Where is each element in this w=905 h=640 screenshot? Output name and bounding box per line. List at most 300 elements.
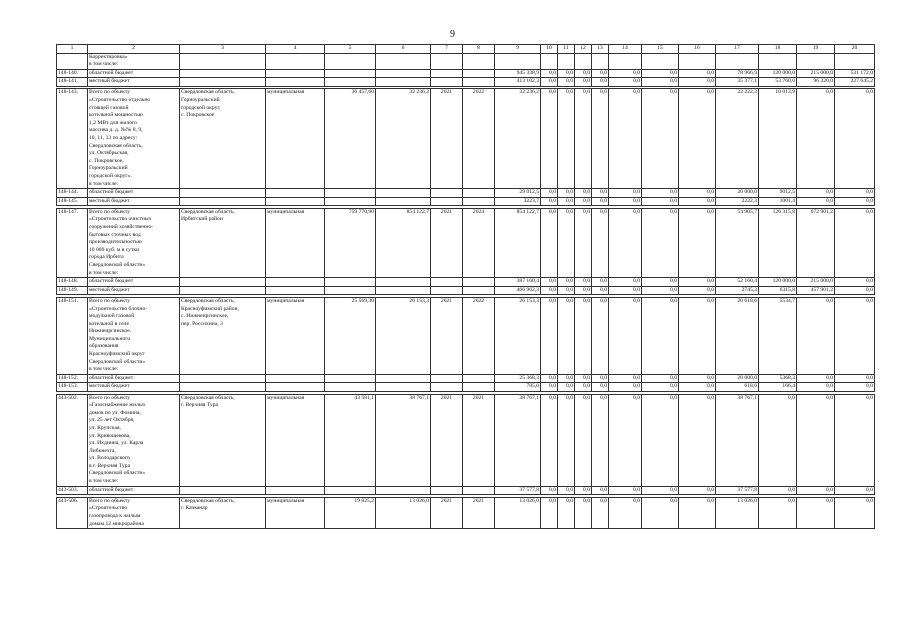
cell-c9: 26 153,3 — [495, 297, 541, 374]
cell-c14: 0,0 — [609, 69, 642, 78]
cell-c10: 0,0 — [541, 383, 558, 392]
ownership-type: муниципальная — [266, 297, 325, 374]
ownership-type: муниципальная — [266, 89, 325, 189]
cell-c19: 457 901,2 — [797, 286, 835, 295]
column-header-7: 7 — [431, 45, 463, 54]
cell-c17: 2222,3 — [716, 197, 759, 206]
object-description-line: стоящей газовой — [89, 104, 129, 111]
cell-c10: 0,0 — [541, 78, 558, 87]
cell-c12: 0,0 — [575, 374, 592, 383]
row-code: 148-149. — [57, 286, 88, 295]
cell-c15: 0,0 — [642, 383, 679, 392]
cell-c18: 0,0 — [759, 394, 797, 486]
cell-c20: 0,0 — [835, 394, 875, 486]
column-header-1: 1 — [57, 45, 88, 54]
cell-c17: 52 160,4 — [716, 278, 759, 287]
cell-c15: 0,0 — [642, 497, 679, 528]
object-description-line: сооружений хозяйственно- — [89, 224, 153, 231]
cell-c11: 0,0 — [558, 383, 575, 392]
cell-c9: 854 122,7 — [495, 208, 541, 277]
ownership-type — [266, 69, 325, 78]
cell-c17: 20 618,6 — [716, 297, 759, 374]
cell-c13: 0,0 — [592, 286, 609, 295]
cell-c12: 0,0 — [575, 197, 592, 206]
cell-c18: 5368,3 — [759, 374, 797, 383]
column-header-13: 13 — [592, 45, 609, 54]
cell-c17: 54 905,7 — [716, 208, 759, 277]
cell-c10: 0,0 — [541, 208, 558, 277]
object-description — [88, 89, 180, 189]
cell-c9 — [495, 53, 541, 69]
cell-c20: 0,0 — [835, 297, 875, 374]
ownership-type — [266, 486, 325, 495]
cell-c20: 0,0 — [835, 383, 875, 392]
cell-c10: 0,0 — [541, 69, 558, 78]
cell-c14: 0,0 — [609, 278, 642, 287]
cell-c7: 2021 — [431, 394, 463, 486]
cell-c9: 945 338,9 — [495, 69, 541, 78]
cell-c18: 126 315,8 — [759, 208, 797, 277]
table-row — [57, 53, 875, 69]
cell-c5: 759 770,90 — [325, 208, 376, 277]
object-description-line: Либкнехта, — [89, 447, 116, 454]
cell-c5: 43 581,1 — [325, 394, 376, 486]
cell-c15: 0,0 — [642, 208, 679, 277]
object-description-line: ул. Ихднина, ул. Карла — [89, 440, 144, 447]
cell-c5: 36 457,60 — [325, 89, 376, 189]
budget-label: областной бюджет — [88, 69, 180, 78]
cell-c5 — [325, 69, 376, 78]
object-description-line: «Строительство отдельно — [89, 97, 151, 104]
cell-c14: 0,0 — [609, 497, 642, 528]
table-row — [57, 189, 875, 198]
cell-c19: 0,0 — [797, 497, 835, 528]
object-location — [180, 286, 266, 295]
cell-c8: 2021 — [463, 497, 495, 528]
column-header-6: 6 — [376, 45, 431, 54]
object-location — [180, 394, 266, 486]
object-location-line: Свердловская область, — [181, 89, 235, 96]
cell-c5 — [325, 278, 376, 287]
column-header-4: 4 — [266, 45, 325, 54]
budget-label: местный бюджет — [88, 197, 180, 206]
object-description-line: Всего по объекту — [89, 208, 130, 215]
cell-c15: 0,0 — [642, 89, 679, 189]
row-code: 148-153. — [57, 383, 88, 392]
object-description-line: модульной газовой — [89, 313, 135, 320]
cell-c17: 618,6 — [716, 383, 759, 392]
cell-c17: 20 000,0 — [716, 374, 759, 383]
cell-c13: 0,0 — [592, 208, 609, 277]
cell-c15: 0,0 — [642, 374, 679, 383]
ownership-type — [266, 189, 325, 198]
cell-c6: 38 767,1 — [376, 394, 431, 486]
cell-c19: 0,0 — [797, 189, 835, 198]
cell-c7 — [431, 189, 463, 198]
cell-c16: 0,0 — [679, 278, 716, 287]
cell-c8 — [463, 197, 495, 206]
cell-c8 — [463, 383, 495, 392]
cell-c9: 466 962,3 — [495, 286, 541, 295]
object-location — [180, 78, 266, 87]
object-location — [180, 374, 266, 383]
cell-c7 — [431, 286, 463, 295]
cell-c5 — [325, 189, 376, 198]
cell-c14: 0,0 — [609, 286, 642, 295]
column-header-8: 8 — [463, 45, 495, 54]
row-code: 148-140. — [57, 69, 88, 78]
cell-c6 — [376, 197, 431, 206]
cell-c14: 0,0 — [609, 89, 642, 189]
cell-c15: 0,0 — [642, 297, 679, 374]
object-description — [88, 53, 180, 69]
object-description-line: Свердловская область, — [89, 142, 143, 149]
ownership-type — [266, 278, 325, 287]
cell-c19 — [797, 53, 835, 69]
object-description-line: 10 000 куб. м в сутки — [89, 246, 140, 253]
object-description-line: Всего по объекту — [89, 394, 130, 401]
cell-c12: 0,0 — [575, 78, 592, 87]
cell-c6 — [376, 383, 431, 392]
cell-c10: 0,0 — [541, 497, 558, 528]
object-description-line: Красноуфимский округ — [89, 351, 145, 358]
object-description-line: Свердловской области» — [89, 470, 146, 477]
object-description — [88, 394, 180, 486]
cell-c5 — [325, 197, 376, 206]
cell-c18: 0,0 — [759, 486, 797, 495]
object-description-line: 10, 11, 13 по адресу: — [89, 135, 138, 142]
column-header-12: 12 — [575, 45, 592, 54]
cell-c20: 0,0 — [835, 89, 875, 189]
cell-c17 — [716, 53, 759, 69]
cell-c16: 0,0 — [679, 69, 716, 78]
table-row — [57, 69, 875, 78]
budget-label: областной бюджет — [88, 189, 180, 198]
ownership-type: муниципальная — [266, 394, 325, 486]
object-description — [88, 497, 180, 528]
object-location — [180, 208, 266, 277]
cell-c14: 0,0 — [609, 208, 642, 277]
ownership-type — [266, 286, 325, 295]
cell-c8 — [463, 278, 495, 287]
object-description-line: ул. Октябрьская, — [89, 150, 129, 157]
cell-c15: 0,0 — [642, 394, 679, 486]
cell-c13: 0,0 — [592, 189, 609, 198]
cell-c19: 0,0 — [797, 383, 835, 392]
cell-c20: 0,0 — [835, 374, 875, 383]
object-description-line: ул. 25 лет Октября, — [89, 417, 135, 424]
cell-c13: 0,0 — [592, 383, 609, 392]
row-code: 148-144. — [57, 189, 88, 198]
cell-c19: 0,0 — [797, 297, 835, 374]
object-location — [180, 189, 266, 198]
cell-c15: 0,0 — [642, 486, 679, 495]
cell-c16: 0,0 — [679, 486, 716, 495]
cell-c12: 0,0 — [575, 286, 592, 295]
budget-label: областной бюджет — [88, 278, 180, 287]
cell-c16: 0,0 — [679, 208, 716, 277]
cell-c9: 37 577,8 — [495, 486, 541, 495]
object-description-line: в том числе: — [89, 180, 119, 187]
ownership-type — [266, 53, 325, 69]
column-header-10: 10 — [541, 45, 558, 54]
cell-c8 — [463, 53, 495, 69]
cell-c10 — [541, 53, 558, 69]
cell-c6 — [376, 286, 431, 295]
cell-c13: 0,0 — [592, 297, 609, 374]
cell-c7 — [431, 374, 463, 383]
cell-c7 — [431, 197, 463, 206]
cell-c11: 0,0 — [558, 374, 575, 383]
cell-c18 — [759, 53, 797, 69]
cell-c14: 0,0 — [609, 383, 642, 392]
table-row — [57, 278, 875, 287]
object-description-line: города Ирбита — [89, 254, 124, 261]
table-row — [57, 286, 875, 295]
cell-c8 — [463, 78, 495, 87]
column-header-11: 11 — [558, 45, 575, 54]
cell-c10: 0,0 — [541, 89, 558, 189]
column-header-2: 2 — [88, 45, 180, 54]
cell-c6 — [376, 78, 431, 87]
cell-c20: 0,0 — [835, 286, 875, 295]
row-code: 148-145. — [57, 197, 88, 206]
cell-c7 — [431, 383, 463, 392]
cell-c10: 0,0 — [541, 394, 558, 486]
cell-c16: 0,0 — [679, 383, 716, 392]
cell-c11: 0,0 — [558, 197, 575, 206]
cell-c20: 227 645,2 — [835, 78, 875, 87]
cell-c19: 96 320,0 — [797, 78, 835, 87]
cell-c7: 2021 — [431, 297, 463, 374]
cell-c16: 0,0 — [679, 89, 716, 189]
row-code: 148-152. — [57, 374, 88, 383]
cell-c19: 0,0 — [797, 486, 835, 495]
cell-c9: 3223,7 — [495, 197, 541, 206]
cell-c13: 0,0 — [592, 197, 609, 206]
cell-c5 — [325, 383, 376, 392]
column-header-5: 5 — [325, 45, 376, 54]
cell-c13: 0,0 — [592, 374, 609, 383]
cell-c14: 0,0 — [609, 297, 642, 374]
object-location — [180, 69, 266, 78]
cell-c11: 0,0 — [558, 486, 575, 495]
object-description-line: котельной в селе — [89, 320, 129, 327]
table-row — [57, 394, 875, 486]
cell-c13: 0,0 — [592, 278, 609, 287]
cell-c20: 0,0 — [835, 486, 875, 495]
cell-c17: 35 377,1 — [716, 78, 759, 87]
cell-c12: 0,0 — [575, 383, 592, 392]
object-description — [88, 208, 180, 277]
object-location-line: пер. Россихина, 3 — [181, 320, 223, 327]
cell-c6 — [376, 374, 431, 383]
cell-c20: 531 172,0 — [835, 69, 875, 78]
object-description-line: Всего по объекту — [89, 497, 130, 504]
cell-c18: 120 000,0 — [759, 69, 797, 78]
column-header-20: 20 — [835, 45, 875, 54]
object-description-line: Нижнеиргинское. — [89, 328, 132, 335]
cell-c6: 26 153,3 — [376, 297, 431, 374]
object-description-line: Горноуральский — [89, 165, 128, 172]
cell-c12: 0,0 — [575, 189, 592, 198]
cell-c17: 2745,3 — [716, 286, 759, 295]
cell-c12: 0,0 — [575, 394, 592, 486]
cell-c13: 0,0 — [592, 486, 609, 495]
cell-c6 — [376, 278, 431, 287]
cell-c18: 1001,4 — [759, 197, 797, 206]
column-header-19: 19 — [797, 45, 835, 54]
cell-c13: 0,0 — [592, 69, 609, 78]
cell-c15: 0,0 — [642, 78, 679, 87]
cell-c19: 672 901,2 — [797, 208, 835, 277]
cell-c6 — [376, 69, 431, 78]
object-location-line: Свердловская область, — [181, 297, 235, 304]
cell-c9: 13 026,0 — [495, 497, 541, 528]
table-row — [57, 197, 875, 206]
budget-label: областной бюджет — [88, 374, 180, 383]
cell-c6: 854 122,7 — [376, 208, 431, 277]
cell-c19: 215 000,0 — [797, 69, 835, 78]
table-row — [57, 374, 875, 383]
cell-c13 — [592, 53, 609, 69]
cell-c9: 25 368,3 — [495, 374, 541, 383]
cell-c13: 0,0 — [592, 89, 609, 189]
cell-c16: 0,0 — [679, 197, 716, 206]
cell-c7 — [431, 278, 463, 287]
object-description-line: Всего по объекту — [89, 89, 130, 96]
object-description-line: производительностью — [89, 239, 142, 246]
object-description-line: в том числе: — [89, 61, 119, 68]
cell-c17: 38 767,1 — [716, 394, 759, 486]
column-header-14: 14 — [609, 45, 642, 54]
cell-c15 — [642, 53, 679, 69]
cell-c7: 2021 — [431, 89, 463, 189]
cell-c14 — [609, 53, 642, 69]
object-location-line: г. Верхняя Тура — [181, 402, 219, 409]
object-location-line: с. Нижнеиргинское, — [181, 313, 229, 320]
cell-c5 — [325, 374, 376, 383]
cell-c18: 0,0 — [759, 497, 797, 528]
cell-c14: 0,0 — [609, 189, 642, 198]
cell-c10: 0,0 — [541, 189, 558, 198]
table-row — [57, 78, 875, 87]
cell-c12: 0,0 — [575, 497, 592, 528]
object-description-line: образования — [89, 343, 119, 350]
object-description-line: с. Покровское, — [89, 157, 124, 164]
object-description-line: Муниципального — [89, 335, 131, 342]
object-location-line: Свердловская область, — [181, 208, 235, 215]
cell-c19: 0,0 — [797, 374, 835, 383]
cell-c6: 32 236,2 — [376, 89, 431, 189]
cell-c11: 0,0 — [558, 497, 575, 528]
row-code: 148-148. — [57, 278, 88, 287]
cell-c10: 0,0 — [541, 286, 558, 295]
ownership-type — [266, 78, 325, 87]
column-header-18: 18 — [759, 45, 797, 54]
cell-c12: 0,0 — [575, 89, 592, 189]
object-description-line: «Строительство блочно- — [89, 305, 148, 312]
cell-c7 — [431, 486, 463, 495]
budget-label: местный бюджет — [88, 78, 180, 87]
cell-c10: 0,0 — [541, 486, 558, 495]
cell-c14: 0,0 — [609, 374, 642, 383]
table-row — [57, 297, 875, 374]
object-description-line: ул. Крупская, — [89, 424, 121, 431]
object-description-line: Свердловской области» — [89, 358, 146, 365]
cell-c5 — [325, 78, 376, 87]
table-row — [57, 208, 875, 277]
object-description-line: ул. Володарского — [89, 455, 130, 462]
object-description-line: в г. Верхняя Тура — [89, 462, 131, 469]
cell-c5 — [325, 486, 376, 495]
cell-c15: 0,0 — [642, 278, 679, 287]
object-description — [88, 297, 180, 374]
cell-c12 — [575, 53, 592, 69]
cell-c10: 0,0 — [541, 278, 558, 287]
object-description-line: в том числе: — [89, 366, 119, 373]
cell-c16 — [679, 53, 716, 69]
cell-c16: 0,0 — [679, 394, 716, 486]
column-header-16: 16 — [679, 45, 716, 54]
table-row — [57, 497, 875, 528]
cell-c6 — [376, 53, 431, 69]
cell-c11: 0,0 — [558, 278, 575, 287]
cell-c5 — [325, 286, 376, 295]
ownership-type — [266, 197, 325, 206]
object-description-line: в том числе: — [89, 269, 119, 276]
object-location-line: Ирбитский район — [181, 216, 223, 223]
object-description-line: домов по ул. Фомина, — [89, 409, 141, 416]
cell-c13: 0,0 — [592, 394, 609, 486]
cell-c15: 0,0 — [642, 197, 679, 206]
cell-c17: 78 966,9 — [716, 69, 759, 78]
cell-c18: 10 013,9 — [759, 89, 797, 189]
cell-c13: 0,0 — [592, 78, 609, 87]
cell-c16: 0,0 — [679, 297, 716, 374]
object-description-line: домам 12 микрорайона — [89, 520, 144, 527]
object-description-line: массива д. д. №№ 8, 9, — [89, 127, 143, 134]
cell-c8 — [463, 69, 495, 78]
object-description-line: в том числе: — [89, 478, 119, 485]
cell-c9: 29 012,5 — [495, 189, 541, 198]
object-location-line: Красноуфимский район, — [181, 305, 239, 312]
cell-c20: 0,0 — [835, 197, 875, 206]
row-code: 148-143. — [57, 89, 88, 189]
row-code: 443-506. — [57, 497, 88, 528]
column-header-3: 3 — [180, 45, 266, 54]
row-code: 148-151. — [57, 297, 88, 374]
object-description-line: Всего по объекту — [89, 297, 130, 304]
header-row — [57, 45, 875, 54]
cell-c11: 0,0 — [558, 69, 575, 78]
row-code: 443-502. — [57, 394, 88, 486]
cell-c14: 0,0 — [609, 486, 642, 495]
ownership-type: муниципальная — [266, 497, 325, 528]
cell-c16: 0,0 — [679, 189, 716, 198]
cell-c20: 0,0 — [835, 278, 875, 287]
object-location — [180, 297, 266, 374]
cell-c8 — [463, 286, 495, 295]
object-description-line: газопровода к жилым — [89, 512, 141, 519]
cell-c11: 0,0 — [558, 189, 575, 198]
cell-c19: 215 000,0 — [797, 278, 835, 287]
cell-c11: 0,0 — [558, 297, 575, 374]
cell-c7 — [431, 78, 463, 87]
cell-c5 — [325, 53, 376, 69]
cell-c11: 0,0 — [558, 208, 575, 277]
row-code: 148-147. — [57, 208, 88, 277]
